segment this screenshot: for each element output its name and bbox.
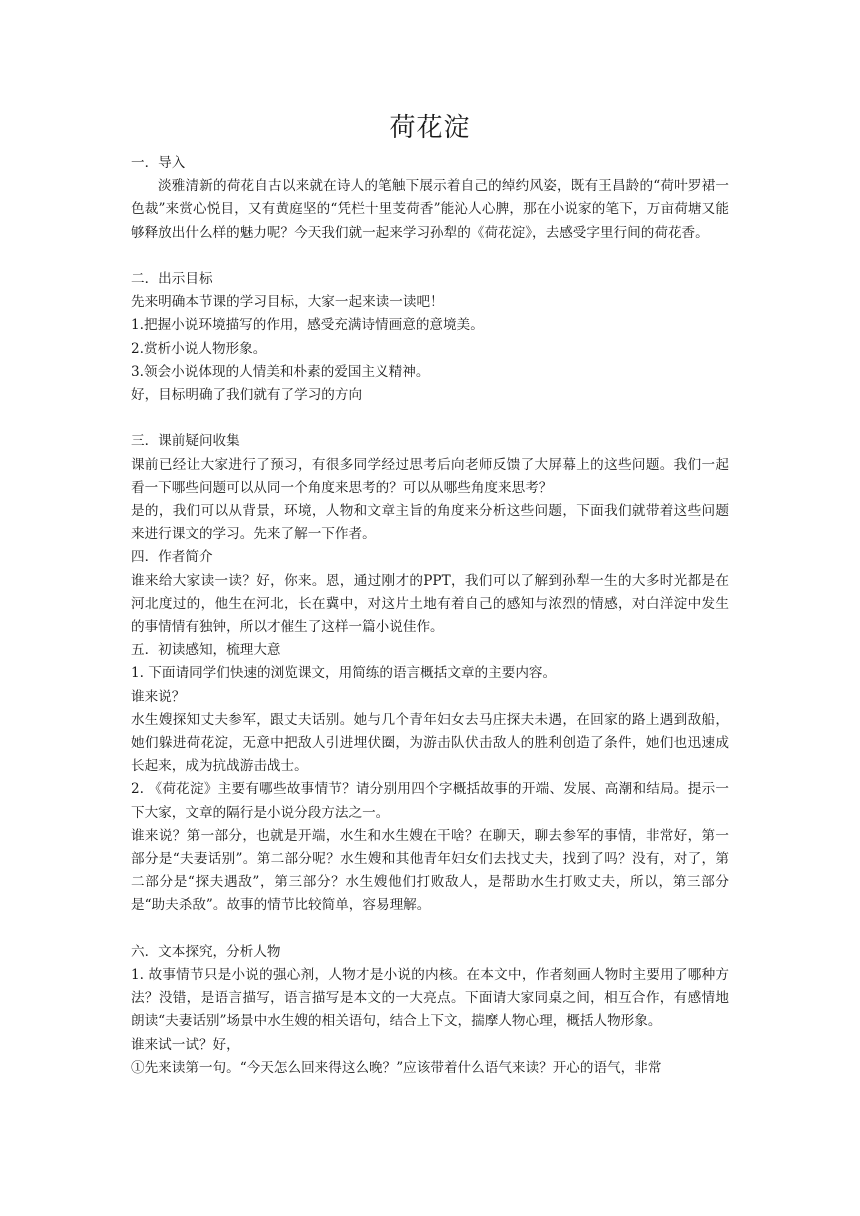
author-paragraph: 谁来给大家读一读？好，你来。恩，通过刚才的PPT，我们可以了解到孙犁一生的大多时光都是在河北度过的，他生在河北，长在冀中，对这片土地有着自己的感知与浓烈的情感，对白洋淀中发生的事情情有独钟，所以才催生了这样一篇小说佳作。: [131, 572, 729, 636]
character-reading-1: ①先来读第一句。“今天怎么回来得这么晚？”应该带着什么语气来读？开心的语气，非常: [131, 1059, 662, 1076]
blank-line: [131, 407, 729, 430]
document-body: [131, 108, 729, 1080]
character-prompt: 谁来试一试？好，: [131, 1036, 240, 1053]
section-heading-character: 六．文本探究，分析人物: [131, 943, 281, 960]
goal-item-3: 3.领会小说体现的人情美和朴素的爱国主义精神。: [131, 363, 430, 380]
summary-paragraph: 水生嫂探知丈夫参军，跟丈夫话别。她与几个青年妇女去马庄探夫未遇，在回家的路上遇到敌船，她们躲进荷花淀，无意中把敌人引进埋伏圈，为游击队伏击敌人的胜利创造了条件，她们也迅速成长起来，成为抗战游击战士。: [131, 711, 729, 775]
goals-closing-line: 好，目标明确了我们就有了学习的方向: [131, 387, 363, 404]
questions-paragraph-2: 是的，我们可以从背景，环境，人物和文章主旨的角度来分析这些问题，下面我们就带着这些问题来进行课文的学习。先来了解一下作者。: [131, 503, 729, 543]
section-heading-intro: 一．导入: [131, 155, 186, 171]
section-heading-goals: 二．出示目标: [131, 271, 213, 287]
plot-paragraph: 谁来说？第一部分，也就是开端，水生和水生嫂在干啥？在聊天，聊去参军的事情，非常好，第一部分是“夫妻话别”。第二部分呢？水生嫂和其他青年妇女们去找丈夫，找到了吗？没有，对了，第二部分是“探夫遇敌”，第三部分？水生嫂他们打败敌人，是帮助水生打败丈夫，所以，第三部分是“助夫杀敌”。故事的情节比较简单，容易理解。: [131, 827, 729, 914]
goals-line: 先来明确本节课的学习目标，大家一起来读一读吧！: [131, 294, 444, 311]
first-reading-task-1: 1. 下面请同学们快速的浏览课文，用简练的语言概括文章的主要内容。: [131, 665, 557, 682]
section-heading-first-reading: 五．初读感知，梳理大意: [131, 642, 281, 659]
blank-line: [131, 245, 729, 268]
blank-line: [131, 918, 729, 941]
section-heading-questions: 三．课前疑问收集: [131, 433, 240, 450]
goal-item-2: 2.赏析小说人物形象。: [131, 340, 267, 357]
intro-paragraph: 淡雅清新的荷花自古以来就在诗人的笔触下展示着自己的绰约风姿，既有王昌龄的“荷叶罗裙一色裁”来赏心悦目，又有黄庭坚的“凭栏十里芰荷香”能沁人心脾，那在小说家的笔下，万亩荷塘又能够释放出什么样的魅力呢？今天我们就一起来学习孙犁的《荷花淀》，去感受字里行间的荷花香。: [131, 178, 729, 241]
character-task-1: 1. 故事情节只是小说的强心剂，人物才是小说的内核。在本文中，作者刻画人物时主要用了哪种方法？没错，是语言描写，语言描写是本文的一大亮点。下面请大家同桌之间，相互合作，有感情地朗读“夫妻话别”场景中水生嫂的相关语句，结合上下文，揣摩人物心理，概括人物形象。: [131, 967, 729, 1030]
first-reading-task-2: 2. 《荷花淀》主要有哪些故事情节？请分别用四个字概括故事的开端、发展、高潮和结局。提示一下大家，文章的隔行是小说分段方法之一。: [131, 781, 729, 821]
first-reading-prompt: 谁来说？: [131, 688, 186, 705]
section-heading-author: 四．作者简介: [131, 549, 213, 566]
questions-paragraph-1: 课前已经让大家进行了预习，有很多同学经过思考后向老师反馈了大屏幕上的这些问题。我们一起看一下哪些问题可以从同一个角度来思考的？可以从哪些角度来思考？: [131, 456, 729, 496]
goal-item-1: 1.把握小说环境描写的作用，感受充满诗情画意的意境美。: [131, 317, 484, 334]
document-title: 荷花淀: [389, 113, 471, 143]
